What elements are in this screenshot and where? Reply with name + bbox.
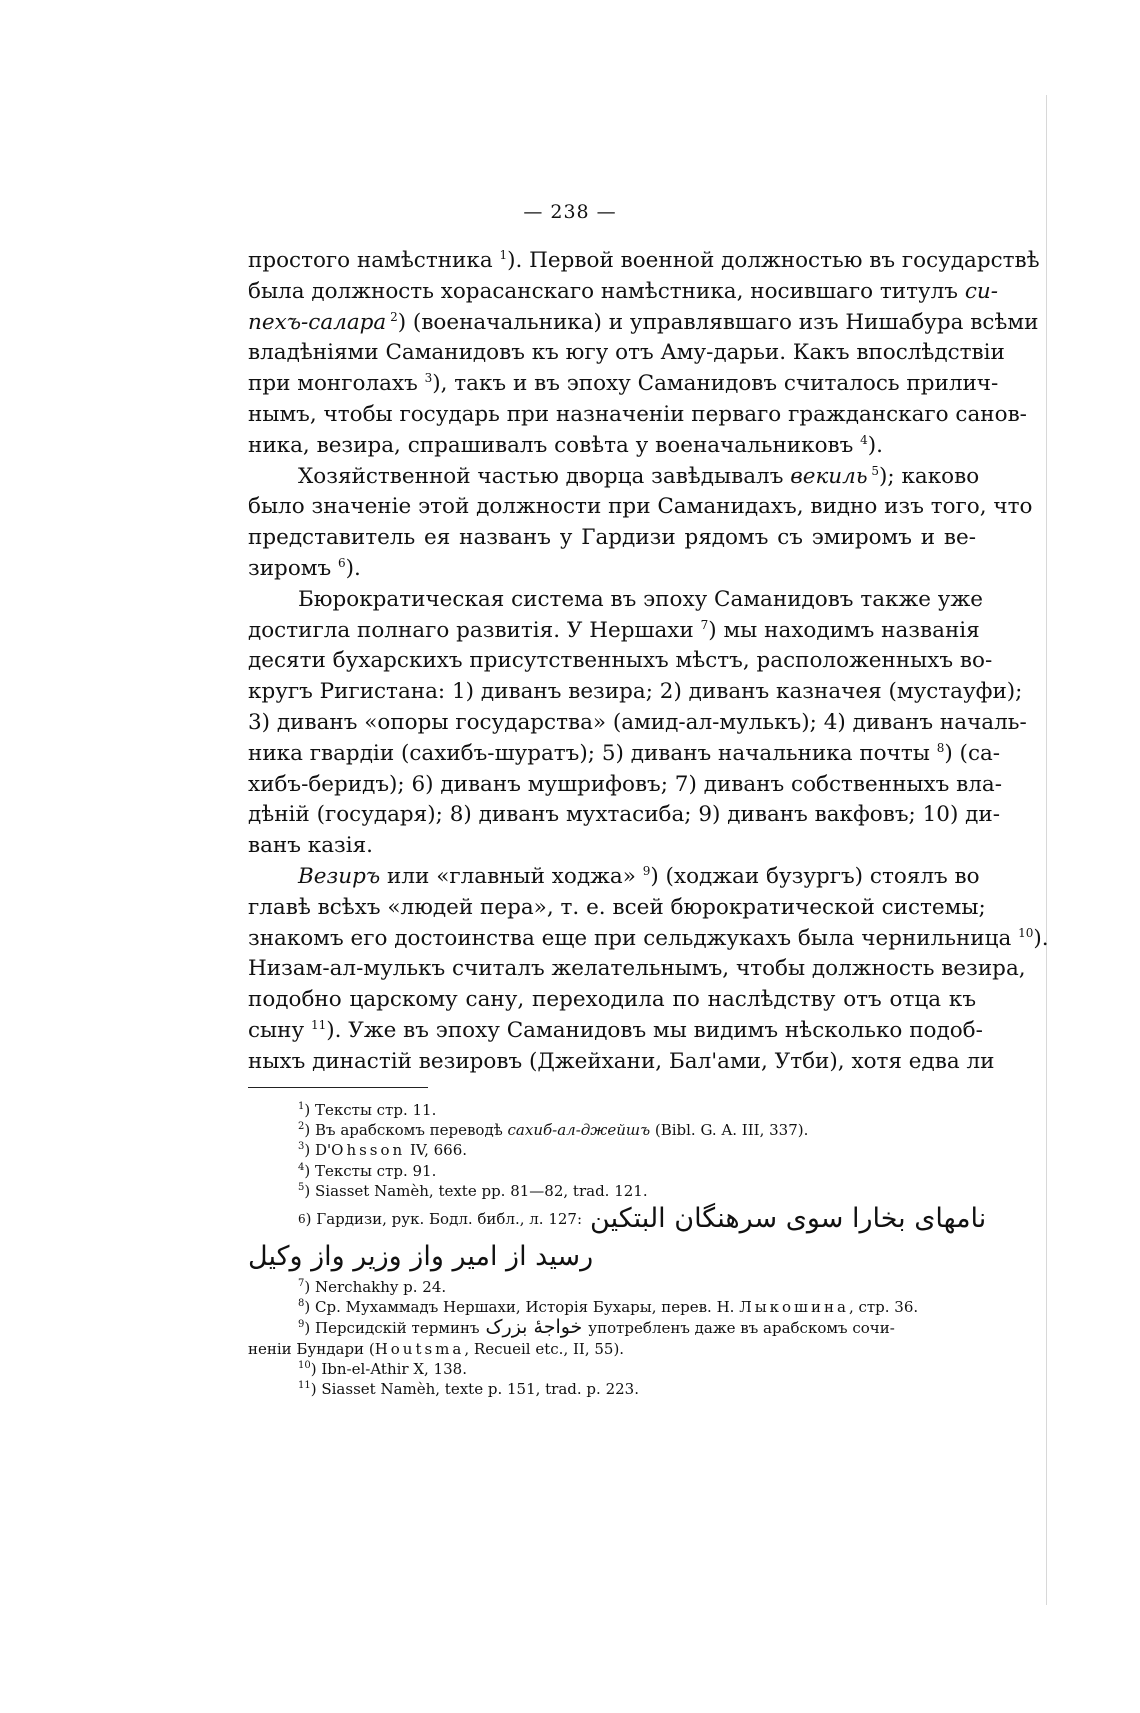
- footnote-5: $^5$) Siasset Namèh, texte pp. 81—82, trad. 121.: [298, 1181, 648, 1200]
- text-line: Хозяйственной частью дворца завѣдывалъ векиль $^5$); каково: [298, 463, 980, 489]
- footnote-1: $^1$) Тексты стр. 11.: [298, 1101, 437, 1119]
- main-text: [248, 246, 1049, 1078]
- footnote-6: 6 ) Гардизи, рук. Бодл. библ., л. 127: نامهای بخارا سوی سرهنگان البتکین: [298, 1202, 987, 1234]
- text-line: подобно царскому сану, переходила по наслѣдству отъ отца къ: [248, 987, 976, 1013]
- text-line: ныхъ династій везировъ (Джейхани, Бал'ами, Утби), хотя едва ли: [248, 1048, 995, 1074]
- text-line: хибъ-беридъ); 6) диванъ мушрифовъ; 7) диванъ собственныхъ вла-: [248, 771, 1002, 797]
- text-line: десяти бухарскихъ присутственныхъ мѣстъ, расположенныхъ во-: [248, 648, 993, 674]
- text-line: сыну $^{11}$). Уже въ эпоху Саманидовъ мы видимъ нѣсколько подоб-: [248, 1017, 983, 1043]
- footnote-9-continued: неніи Бундари (Houtsma, Recueil etc., II, 55).: [248, 1339, 625, 1358]
- text-line: Везиръ или «главный ходжа» $^9$) (ходжаи бузургъ) стоялъ во: [298, 863, 980, 889]
- footnotes: [248, 1100, 987, 1399]
- text-line: при монголахъ $^3$), такъ и въ эпоху Саманидовъ считалось прилич-: [248, 371, 999, 397]
- persian-term: خواجهٔ بزرک: [485, 1316, 583, 1339]
- text-line: представитель ея названъ у Гардизи рядомъ съ эмиромъ и ве-: [248, 525, 976, 551]
- footnote-9: $^9$) Персидскій терминъ خواجهٔ بزرک употребленъ даже въ арабскомъ сочи-: [298, 1316, 895, 1339]
- persian-quote-1: نامهای بخارا سوی سرهنگان البتکین: [590, 1202, 987, 1234]
- text-line: простого намѣстника $^1$). Первой военной должностью въ государствѣ: [248, 247, 1040, 273]
- text-line: было значеніе этой должности при Саманидахъ, видно изъ того, что: [248, 494, 1033, 520]
- text-line: кругъ Ригистана: 1) диванъ везира; 2) диванъ казначея (мустауфи);: [248, 679, 1023, 705]
- text-line: пехъ-салара $^2$) (военачальника) и управлявшаго изъ Нишабура всѣми: [248, 309, 1039, 335]
- footnote-3: $^3$) D'Ohsson IV, 666.: [298, 1141, 468, 1160]
- text-line: нымъ, чтобы государь при назначеніи перваго гражданскаго санов-: [248, 401, 1027, 427]
- text-line: ванъ казія.: [248, 833, 374, 859]
- footnote-4: $^4$) Тексты стр. 91.: [298, 1161, 437, 1180]
- text-line: дѣній (государя); 8) диванъ мухтасиба; 9) диванъ вакфовъ; 10) ди-: [248, 802, 1001, 828]
- footnote-2: $^2$) Въ арабскомъ переводѣ сахиб-ал-джейшъ (Bibl. G. A. III, 337).: [298, 1121, 809, 1140]
- text-line: Низам-ал-мулькъ считалъ желательнымъ, чтобы должность везира,: [248, 956, 1026, 982]
- footnote-7: $^7$) Nerchakhy p. 24.: [298, 1278, 447, 1297]
- text-line: ника, везира, спрашивалъ совѣта у военачальниковъ $^4$).: [248, 432, 884, 458]
- footnote-divider: [248, 1087, 428, 1088]
- footnote-11: $^{11}$) Siasset Namèh, texte p. 151, trad. p. 223.: [298, 1380, 639, 1399]
- page-number: — 238 —: [523, 201, 617, 223]
- page-edge-line: [1046, 95, 1047, 1605]
- footnote-8: $^8$) Ср. Мухаммадъ Нершахи, Исторія Бухары, перев. Н. Лыкошина, стр. 36.: [298, 1298, 919, 1317]
- footnote-10: $^{10}$) Ibn-el-Athir X, 138.: [298, 1359, 467, 1378]
- persian-quote-2: رسید از امیر واز وزیر واز وکیل: [248, 1241, 594, 1273]
- text-line: Бюрократическая система въ эпоху Саманидовъ также уже: [298, 586, 983, 612]
- text-line: была должность хорасанскаго намѣстника, носившаго титулъ си-: [248, 278, 998, 304]
- text-line: знакомъ его достоинства еще при сельджукахъ была чернильница $^{10}$).: [248, 925, 1049, 951]
- text-line: 3) диванъ «опоры государства» (амид-ал-мулькъ); 4) диванъ началь-: [248, 709, 1027, 735]
- persian-quote-line: [248, 1237, 976, 1277]
- text-line: ника гвардіи (сахибъ-шуратъ); 5) диванъ начальника почты $^8$) (са-: [248, 740, 1001, 766]
- text-line: достигла полнаго развитія. У Нершахи $^7$) мы находимъ названія: [248, 617, 980, 643]
- text-line: главѣ всѣхъ «людей пера», т. е. всей бюрократической системы;: [248, 894, 986, 920]
- text-line: зиромъ $^6$).: [248, 555, 361, 581]
- text-line: владѣніями Саманидовъ къ югу отъ Аму-дарьи. Какъ впослѣдствіи: [248, 340, 1005, 366]
